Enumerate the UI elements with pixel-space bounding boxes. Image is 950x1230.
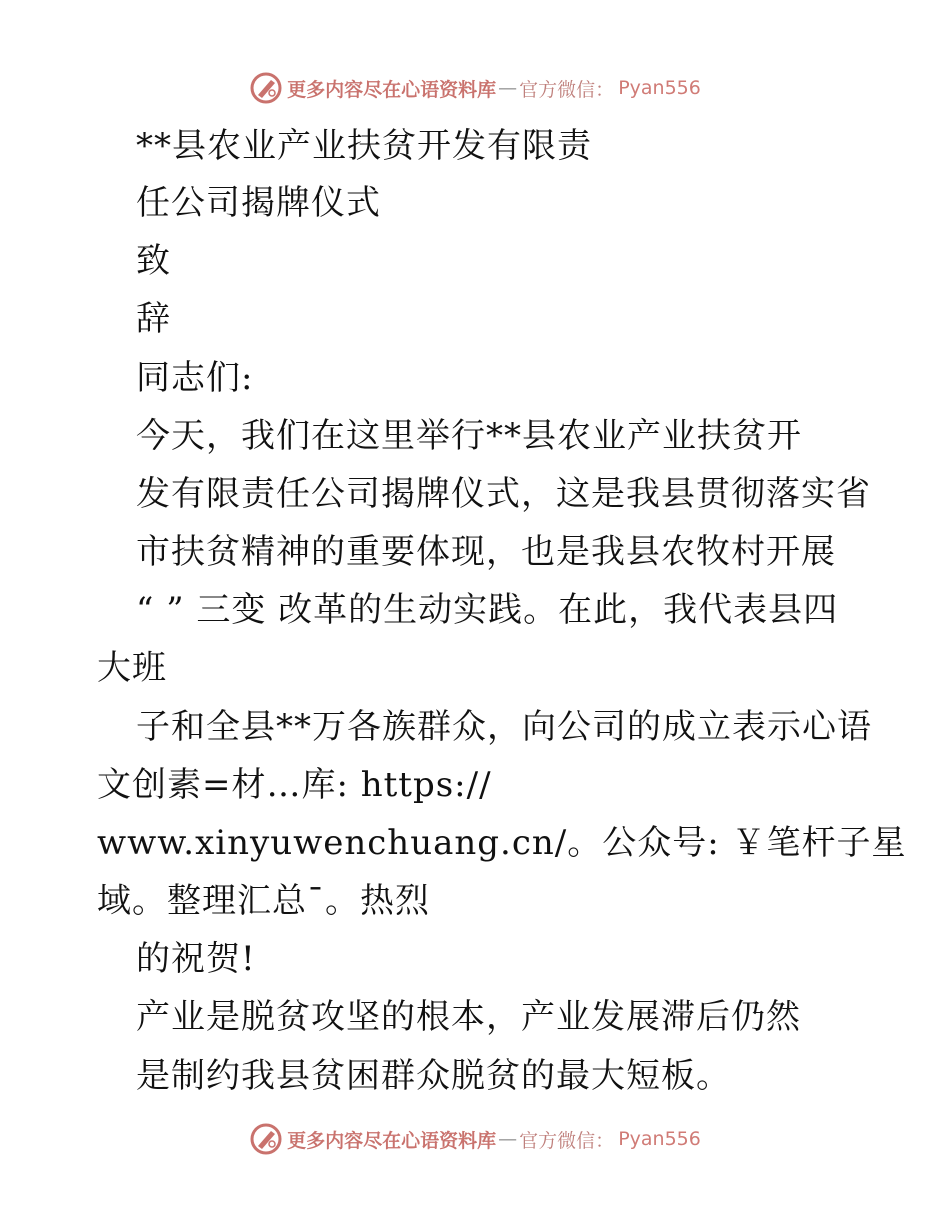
doc-line: 文创素=材…库: https:// (97, 765, 492, 805)
doc-line: 市扶贫精神的重要体现，也是我县农牧村开展 (136, 532, 836, 572)
doc-line: 今天，我们在这里举行**县农业产业扶贫开 (136, 416, 802, 456)
doc-line: 辞 (136, 299, 171, 339)
banner-dash: — (498, 1128, 518, 1150)
doc-line: 致 (136, 241, 171, 281)
doc-line: 域。整理汇总¯。热烈 (97, 881, 430, 921)
doc-line: 大班 (97, 648, 167, 688)
banner-text: 更多内容尽在心语资料库 (287, 78, 497, 101)
pen-seal-icon (249, 1122, 283, 1156)
doc-line: 同志们: (136, 358, 254, 398)
banner-wechat-label: 官方微信： (519, 78, 615, 101)
banner-wechat-label: 官方微信： (519, 1129, 615, 1152)
doc-line: www.xinyuwenchuang.cn/。公众号: ￥笔杆子星 (97, 823, 907, 863)
banner-wechat-id: Pyan556 (618, 77, 701, 99)
doc-line: **县农业产业扶贫开发有限责 (136, 126, 592, 166)
doc-line: 任公司揭牌仪式 (136, 183, 381, 223)
banner-dash: — (498, 77, 518, 99)
doc-line: 是制约我县贫困群众脱贫的最大短板。 (136, 1056, 731, 1096)
banner-text: 更多内容尽在心语资料库 (287, 1129, 497, 1152)
banner-wechat-id: Pyan556 (618, 1128, 701, 1150)
doc-line: 发有限责任公司揭牌仪式，这是我县贯彻落实省 (136, 474, 871, 514)
footer-watermark-banner (0, 1119, 950, 1159)
doc-line: 产业是脱贫攻坚的根本，产业发展滞后仍然 (136, 997, 801, 1037)
doc-line: 的祝贺! (136, 939, 256, 979)
doc-line: 子和全县**万各族群众，向公司的成立表示心语 (136, 707, 872, 747)
doc-line: “ ” 三变 改革的生动实践。在此，我代表县四 (136, 590, 839, 630)
